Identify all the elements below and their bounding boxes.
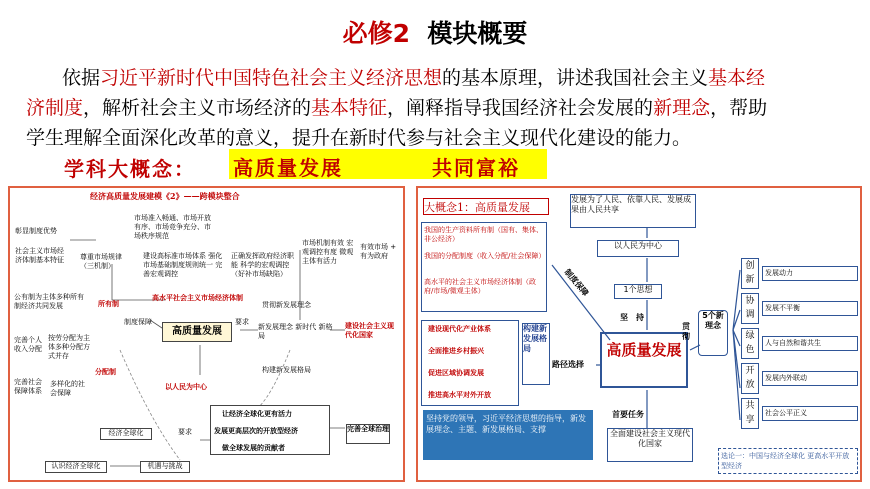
left-h2: 高质量发展	[162, 322, 232, 342]
idea-label: 共享	[741, 398, 759, 429]
left-a2: 社会主义市场经济体制基本特征	[15, 247, 64, 264]
intro-line-1: 依据习近平新时代中国特色社会主义经济思想的基本原理，讲述我国社会主义基本经	[62, 67, 766, 89]
right-rb3: 全面建设社会主义现代化国家	[607, 428, 693, 462]
left-b1: 尊重市场规律（三机制）	[80, 253, 122, 270]
title-prefix: 必修2	[342, 19, 410, 48]
right-rt2: 以人民为中心	[597, 240, 679, 257]
right-center-box: 高质量发展	[600, 332, 688, 388]
right-rw4: 推进高水平对外开放	[428, 391, 491, 399]
right-rb4: 选论一：中国与经济全球化 更高水平开放型经济	[718, 448, 858, 474]
left-k4: 完善全球治理	[346, 424, 390, 444]
left-h1: 制度保障	[124, 318, 152, 326]
left-a1: 彰显制度优势	[15, 227, 57, 235]
intro-line-3: 学生理解全面深化改革的意义，提升在新时代参与社会主义现代化建设的能力。	[26, 127, 692, 149]
left-h5: 新发展理念 新时代 新格局	[258, 323, 333, 340]
left-g1: 公有制为主体多种所有制经济共同发展	[14, 293, 84, 310]
left-h3: 要求	[235, 318, 249, 326]
right-ideas-desc-column	[762, 258, 858, 433]
left-m1: 认识经济全球化	[45, 461, 107, 473]
left-d1: 正确发挥政府经济职能 科学的宏观调控（好补市场缺陷）	[231, 252, 294, 278]
left-f1: 有效市场 + 有为政府	[360, 243, 397, 260]
idea-desc: 社会公平正义	[762, 406, 858, 421]
left-l2: 要求	[178, 428, 192, 436]
left-i4: 以人民为中心	[165, 383, 207, 391]
idea-desc: 人与自然和谐共生	[762, 336, 858, 351]
right-rt1: 发展为了人民、依靠人民、发展成果由人民共享	[570, 194, 696, 228]
left-k3: 做全球发展的贡献者	[222, 444, 285, 452]
left-l1: 经济全球化	[100, 428, 152, 440]
right-rs1: 我国的生产资料所有制（国有、集体、非公经济）	[424, 226, 543, 243]
right-rt4: 坚 持	[620, 313, 644, 322]
left-c2: 建设高标准市场体系 强化市场基础制度规则统一 完善宏观调控	[143, 252, 223, 278]
right-rw1: 建设现代化产业体系	[428, 325, 491, 333]
left-i2: 按劳分配为主体多种分配方式并存	[48, 334, 90, 360]
right-rn2: 5个新理念	[698, 310, 728, 356]
left-k2: 发展更高层次的开放型经济	[214, 427, 298, 435]
right-rb2: 首要任务	[612, 410, 644, 419]
left-i5: 构建新发展格局	[262, 366, 311, 374]
right-rs4: 制度保障	[562, 267, 591, 298]
right-header: 大概念1：高质量发展	[423, 198, 549, 215]
right-rb1: 坚持党的领导，习近平经济思想的指导，新发展理念、主题、新发展格局、支撑	[423, 410, 593, 460]
intro-line-2: 济制度，解析社会主义市场经济的基本特征，阐释指导我国经济社会发展的新理念，帮助	[26, 97, 768, 119]
left-header: 经济高质量发展建模《2》——跨模块整合	[90, 191, 240, 201]
left-e1: 市场机制有效 宏观调控有度 微观主体有活力	[302, 239, 354, 265]
idea-label: 协调	[741, 293, 759, 324]
left-h6: 建设社会主义现代化国家	[345, 322, 394, 339]
concept-label: 学科大概念：	[64, 157, 196, 181]
right-rs3: 高水平的社会主义市场经济体制（政府/市场/微观主体）	[424, 278, 536, 295]
left-j2: 多样化的社会保障	[50, 380, 85, 397]
idea-label: 创新	[741, 258, 759, 289]
idea-desc: 发展动力	[762, 266, 858, 281]
right-rn1: 贯彻	[682, 322, 690, 341]
right-rw3: 促进区域协调发展	[428, 369, 484, 377]
right-ideas-column	[741, 258, 759, 433]
idea-label: 绿色	[741, 328, 759, 359]
right-rw5: 构建新发展格局	[522, 323, 550, 385]
idea-label: 开放	[741, 363, 759, 394]
right-rw6: 路径选择	[552, 360, 584, 369]
left-c1: 市场准入畅通、市场开放有序、市场竞争充分、市场秩序规范	[134, 214, 211, 240]
idea-desc: 发展内外联动	[762, 371, 858, 386]
idea-desc: 发展不平衡	[762, 301, 858, 316]
left-g3: 高水平社会主义市场经济体制	[152, 294, 243, 302]
right-rw2: 全面推进乡村振兴	[428, 347, 484, 355]
left-i3: 分配制	[95, 368, 116, 376]
left-k1: 让经济全球化更有活力	[222, 410, 292, 418]
left-j1: 完善社会保障体系	[14, 378, 42, 395]
left-g2: 所有制	[98, 300, 119, 308]
right-rt3: 1个思想	[614, 284, 662, 299]
title-suffix: 模块概要	[427, 19, 528, 48]
concept-2: 共同富裕	[432, 156, 520, 180]
left-i1: 完善个人收入分配	[14, 336, 42, 353]
left-m2: 机遇与挑战	[140, 461, 190, 473]
right-rs2: 我国的分配制度（收入分配/社会保障）	[424, 252, 546, 260]
concept-1: 高质量发展	[233, 156, 343, 180]
left-h4: 贯彻新发展理念	[262, 301, 311, 309]
